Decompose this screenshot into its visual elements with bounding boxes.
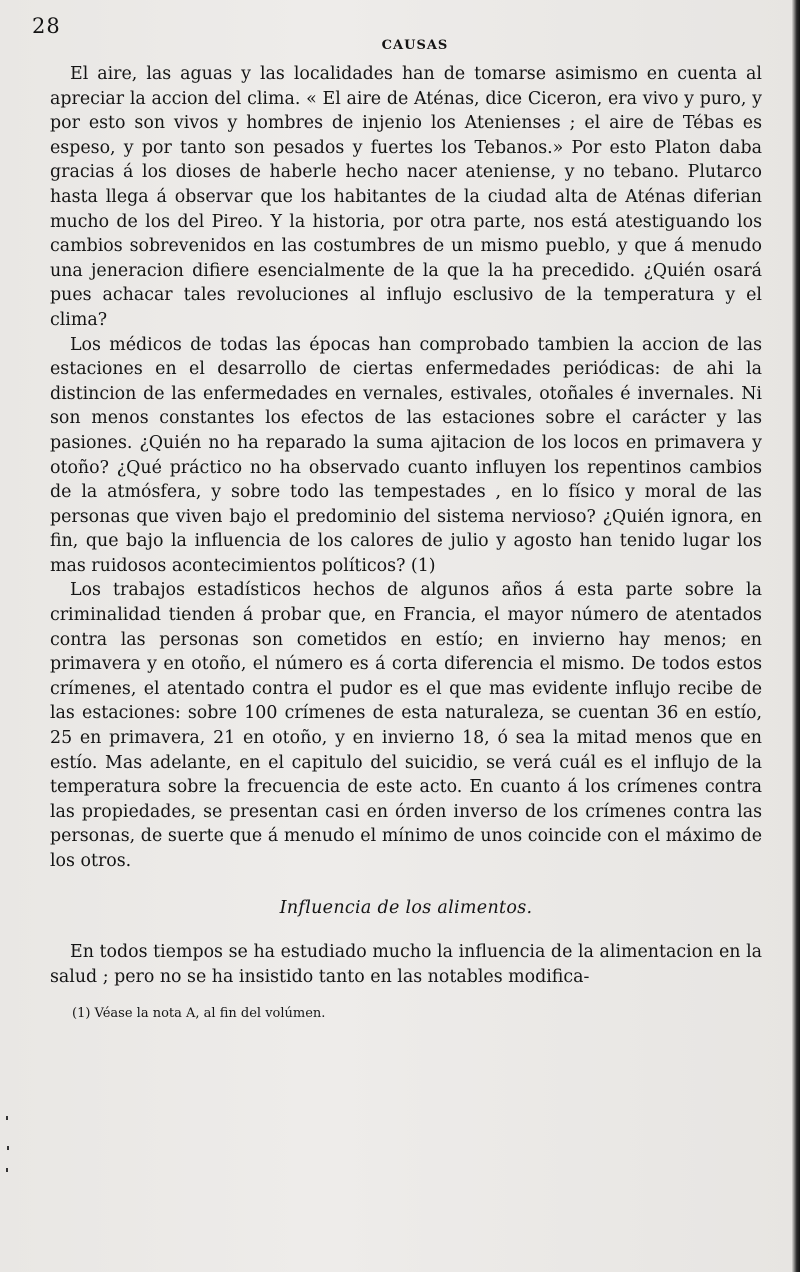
paragraph: Los médicos de todas las épocas han comprobado tambien la accion de las estaciones en el desarrollo de ciertas enfermedades periódicas: de ahi la distincion de las enfermedades en vernales, estivales, otoñales é invernales. Ni son menos constantes los efectos de las estaciones sobre el carácter y las pasiones. ¿Quién no ha reparado la suma ajitacion de los locos en primavera y otoño? ¿Qué práctico no ha observado cuanto influyen los repentinos cambios de la atmósfera, y sobre todo las tempestades , en lo físico y moral de las personas que viven bajo el predominio del sistema nervioso? ¿Quién ignora, en fin, que bajo la influencia de los calores de julio y agosto han tenido lugar los mas ruidosos acontecimientos políticos? (1): [50, 334, 762, 576]
running-header: CAUSAS: [381, 38, 449, 53]
paragraph: El aire, las aguas y las localidades han de tomarse asimismo en cuenta al apreciar la accion del clima. « El aire de Aténas, dice Ciceron, era vivo y puro, y por esto son vivos y hombres de injenio los Atenienses ; el aire de Tébas es espeso, y por tanto son pesados y fuertes los Tebanos.» Por esto Platon daba gracias á los dioses de haberle hecho nacer ateniense, y no tebano. Plutarco hasta llega á observar que los habitantes de la ciudad alta de Aténas diferian mucho de los del Pireo. Y la historia, por otra parte, nos está atestiguando los cambios sobrevenidos en las costumbres de un mismo pueblo, y que á menudo una jeneracion difiere esencialmente de la que la ha precedido. ¿Quién osará pues achacar tales revoluciones al influjo esclusivo de la temperatura y el clima?: [50, 64, 762, 330]
paragraph: Los trabajos estadísticos hechos de algunos años á esta parte sobre la criminalidad tienden á probar que, en Francia, el mayor número de atentados contra las personas son cometidos en estío; en invierno hay menos; en primavera y en otoño, el número es á corta diferencia el mismo. De todos estos crímenes, el atentado contra el pudor es el que mas evidente influjo recibe de las estaciones: sobre 100 crímenes de esta naturaleza, se cuentan 36 en estío, 25 en primavera, 21 en otoño, y en invierno 18, ó sea la mitad menos que en estío. Mas adelante, en el capitulo del suicidio, se verá cuál es el influjo de la temperatura sobre la frecuencia de este acto. En cuanto á los crímenes contra las propiedades, se presentan casi en órden inverso de los crímenes contra las personas, de suerte que á menudo el mínimo de unos coincide con el máximo de los otros.: [50, 580, 762, 871]
print-mark: [7, 1146, 9, 1150]
page-number: 28: [32, 14, 61, 38]
body-text: [50, 62, 762, 989]
print-mark: [6, 1116, 8, 1120]
print-mark: [6, 1168, 8, 1172]
footnote: (1) Véase la nota A, al fin del volúmen.: [72, 1006, 326, 1021]
section-heading: Influencia de los alimentos.: [279, 897, 533, 918]
paragraph: En todos tiempos se ha estudiado mucho la influencia de la alimentacion en la salud ; pero no se ha insistido tanto en las notables modifica-: [50, 942, 762, 987]
page-edge: [792, 0, 800, 1272]
